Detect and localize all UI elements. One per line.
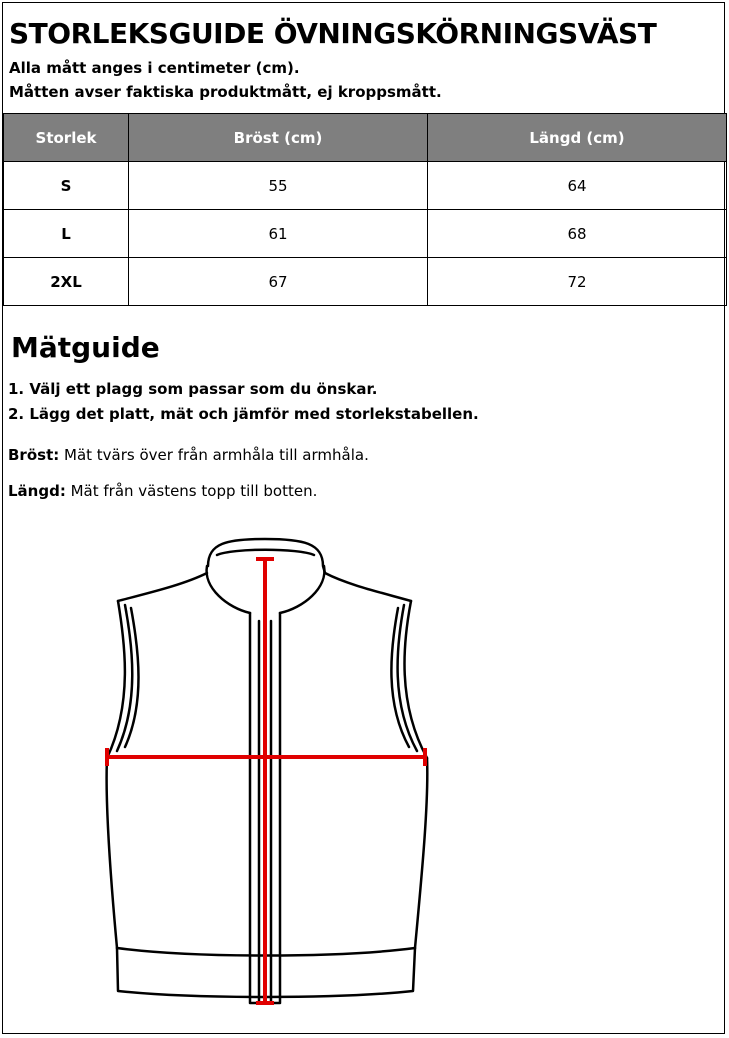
guide-title: Mätguide	[11, 331, 160, 364]
cell-size: 2XL	[4, 258, 129, 306]
left-shoulder	[118, 573, 207, 601]
chest-label: Bröst:	[8, 446, 60, 464]
cell-length: 72	[428, 258, 727, 306]
vest-measurement-diagram	[3, 3, 726, 1033]
header-chest: Bröst (cm)	[129, 114, 428, 162]
collar-inner	[217, 550, 314, 555]
length-label: Längd:	[8, 482, 66, 500]
measurement-lines	[107, 559, 425, 1003]
length-text: Mät från västens topp till botten.	[65, 482, 318, 500]
chest-text: Mät tvärs över från armhåla till armhåla.	[59, 446, 369, 464]
right-armhole	[404, 601, 427, 758]
measurement-note: Måtten avser faktiska produktmått, ej kroppsmått.	[9, 83, 442, 101]
collar-left-front	[207, 566, 250, 613]
cell-length: 64	[428, 162, 727, 210]
header-length: Längd (cm)	[428, 114, 727, 162]
cell-chest: 55	[129, 162, 428, 210]
guide-step-1: 1. Välj ett plagg som passar som du önskar.	[8, 380, 378, 398]
right-shoulder	[325, 573, 411, 601]
header-size: Storlek	[4, 114, 129, 162]
cell-size: S	[4, 162, 129, 210]
size-guide-frame	[2, 2, 725, 1034]
cell-size: L	[4, 210, 129, 258]
guide-step-2: 2. Lägg det platt, mät och jämför med storlekstabellen.	[8, 405, 479, 423]
right-side	[415, 758, 427, 948]
left-side	[107, 758, 117, 948]
cell-chest: 67	[129, 258, 428, 306]
units-note: Alla mått anges i centimeter (cm).	[9, 59, 300, 77]
cell-chest: 61	[129, 210, 428, 258]
page-title: STORLEKSGUIDE ÖVNINGSKÖRNINGSVÄST	[9, 17, 657, 50]
collar-right-front	[280, 566, 324, 613]
cell-length: 68	[428, 210, 727, 258]
